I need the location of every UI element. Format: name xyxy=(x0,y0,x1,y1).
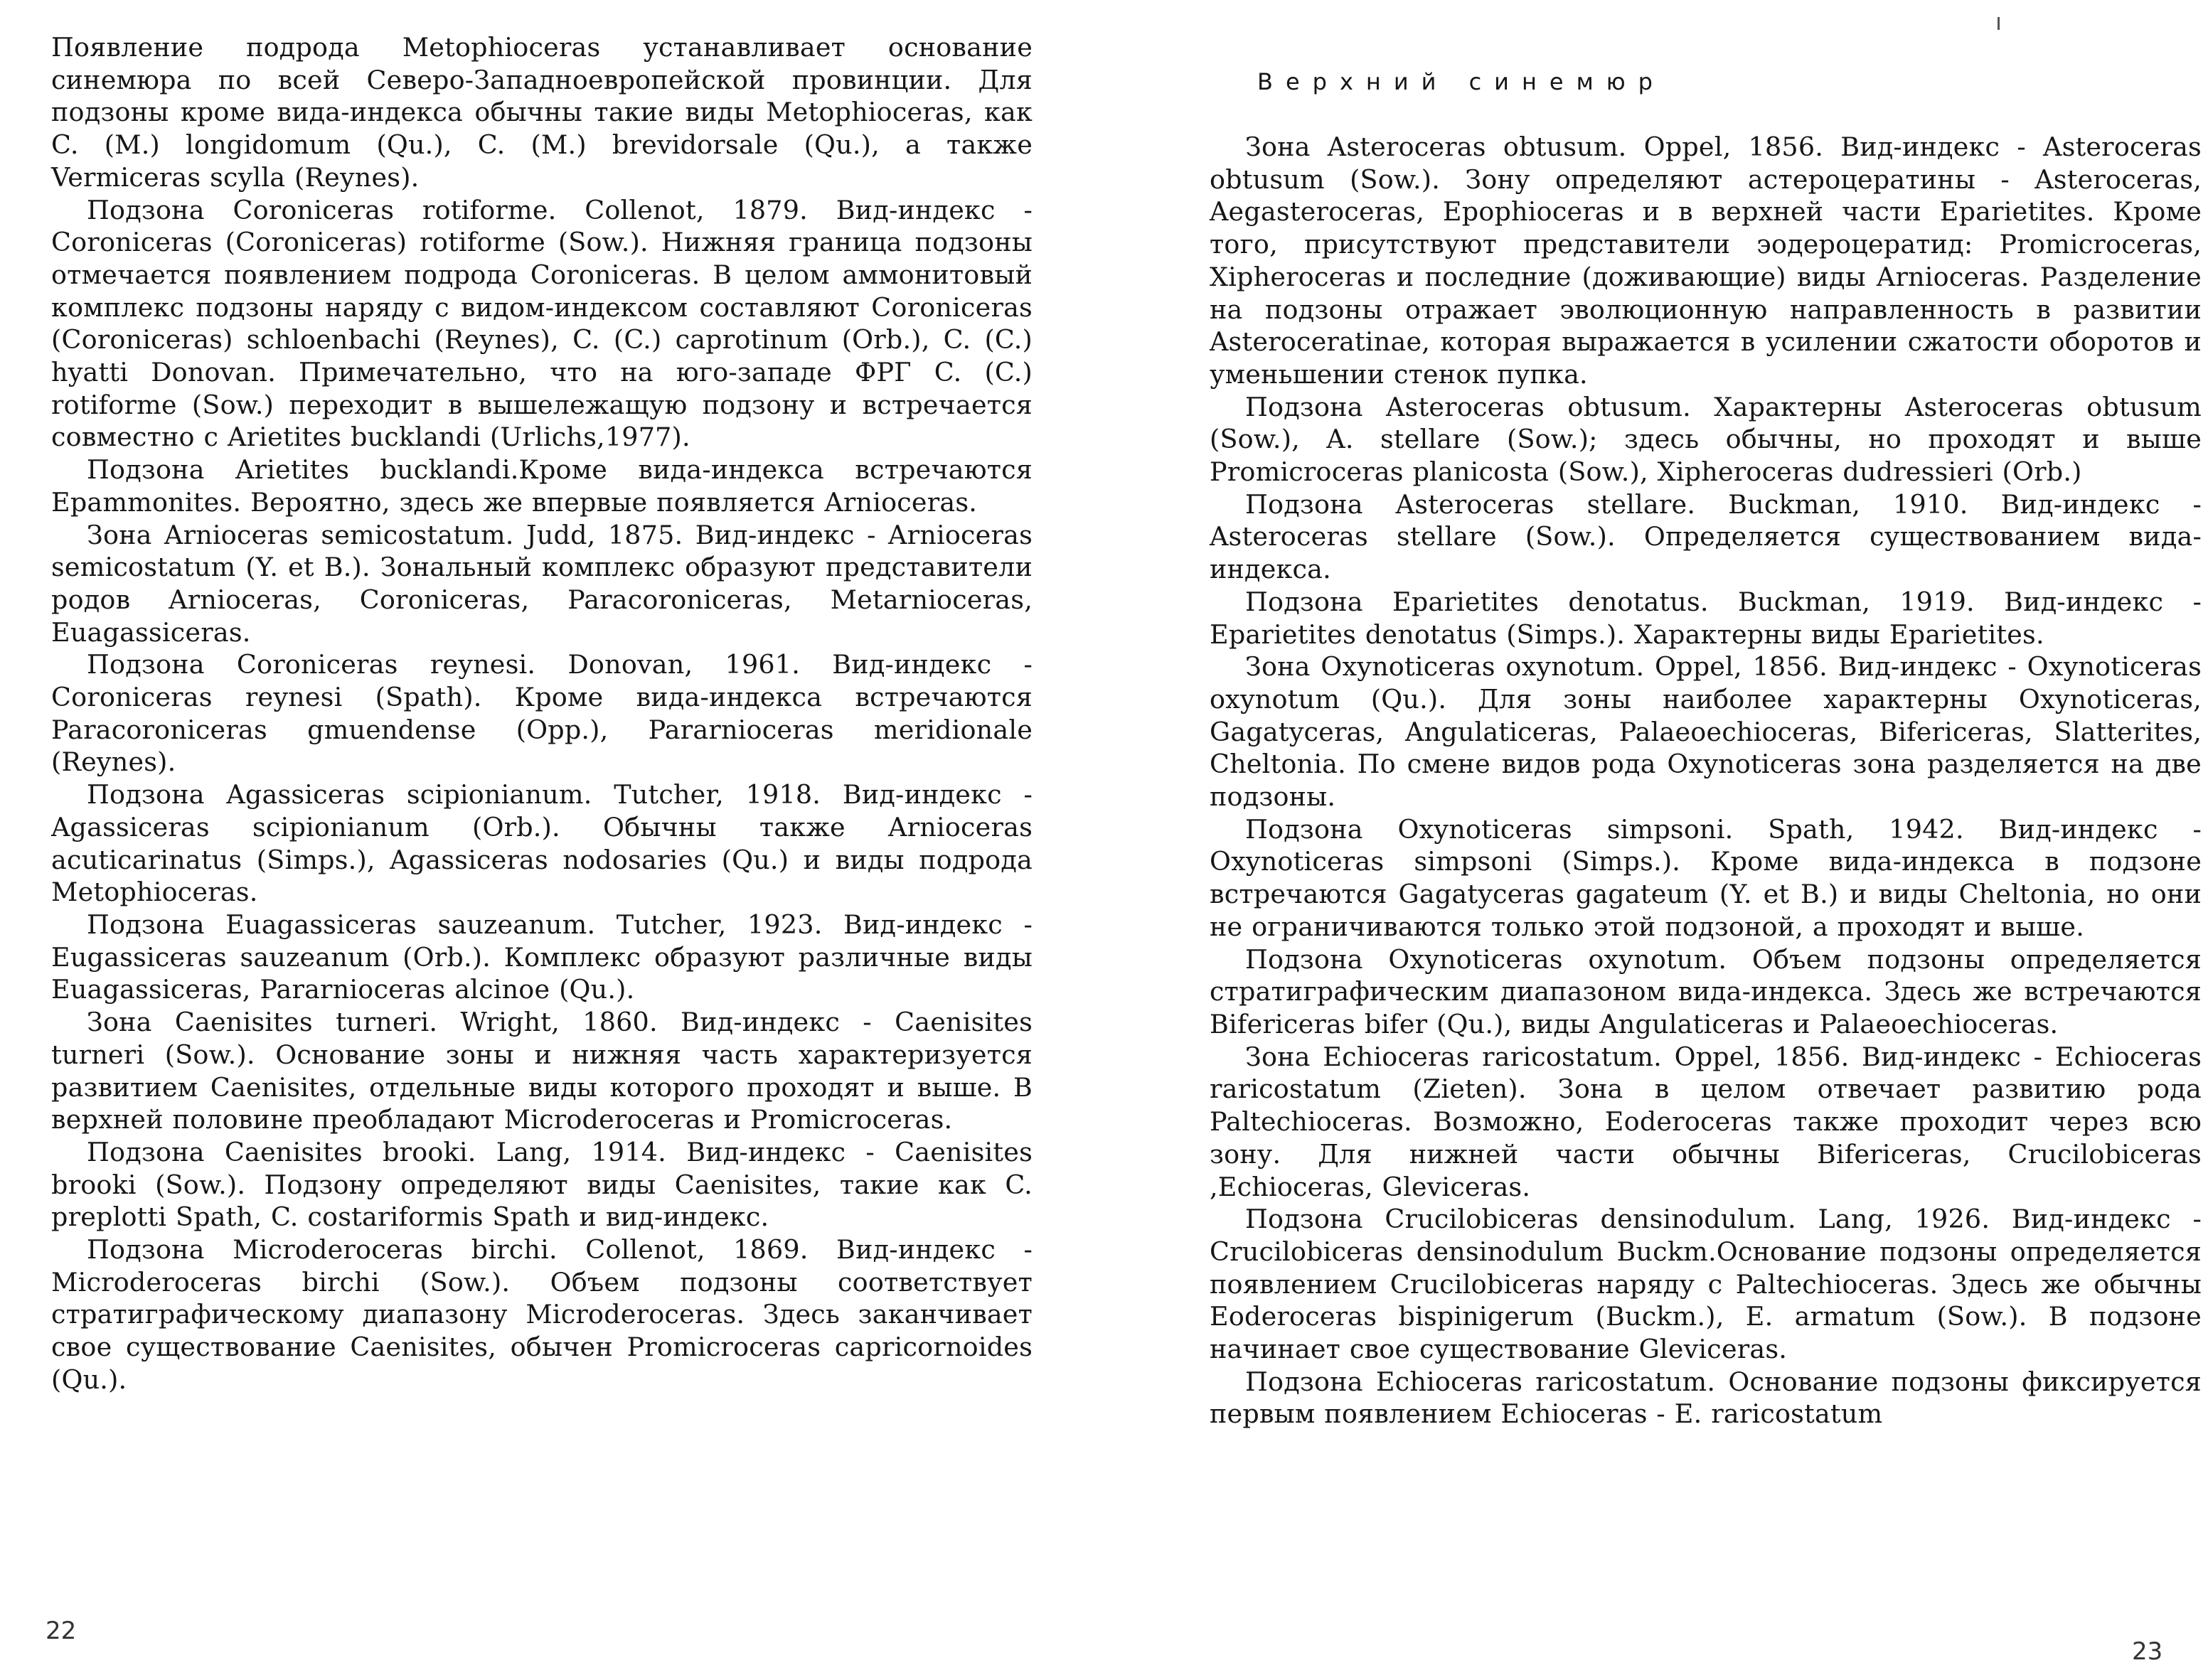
paragraph: Подзона Agassiceras scipionianum. Tutcher, 1918. Вид-индекс - Agassiceras scipionianum (Orb.). Обычны также Arnioceras acuticarinatus (Simps.), Agassiceras nodosaries (Qu.) и виды подрода Metophioceras. xyxy=(51,779,1033,908)
page-number: 22 xyxy=(46,1617,77,1645)
paragraph: Подзона Arietites bucklandi.Кроме вида-индекса встречаются Epammonites. Вероятно, здесь же впервые появляется Arnioceras. xyxy=(51,454,1033,518)
paragraph: Зона Echioceras raricostatum. Oppel, 1856. Вид-индекс - Echioceras raricostatum (Zieten). Зона в целом отвечает развитию рода Paltechioceras. Возможно, Eoderoceras также проходит через всю зону. Для нижней части обычны Bifericeras, Crucilobiceras ,Echioceras, Gleviceras. xyxy=(1210,1041,2202,1202)
paragraph: Подзона Caenisites brooki. Lang, 1914. Вид-индекс - Caenisites brooki (Sow.). Подзону определяют виды Caenisites, такие как C. preplotti Spath, C. costariformis Spath и вид-индекс. xyxy=(51,1136,1033,1233)
paragraph: Подзона Euagassiceras sauzeanum. Tutcher, 1923. Вид-индекс - Eugassiceras sauzeanum (Orb.). Комплекс образуют различные виды Euagassiceras, Pararnioceras alcinoe (Qu.). xyxy=(51,909,1033,1005)
paragraph: Подзона Oxynoticeras oxynotum. Объем подзоны определяется стратиграфическим диапазоном вида-индекса. Здесь же встречаются Bifericeras bifer (Qu.), виды Angulaticeras и Palaeoechioceras. xyxy=(1210,943,2202,1039)
paragraph: Подзона Coroniceras reynesi. Donovan, 1961. Вид-индекс - Coroniceras reynesi (Spath). Кроме вида-индекса встречаются Paracoroniceras gmuendense (Opp.), Pararnioceras meridionale (Reynes). xyxy=(51,649,1033,778)
paragraph: Зона Caenisites turneri. Wright, 1860. Вид-индекс - Caenisites turneri (Sow.). Основание зоны и нижняя часть характеризуется развитием Caenisites, отдельные виды которого проходят и выше. В верхней половине преобладают Microderoceras и Promicroceras. xyxy=(51,1007,1033,1135)
section-heading: Верхний синемюр xyxy=(1257,68,1665,95)
paragraph: Появление подрода Metophioceras устанавливает основание синемюра по всей Северо-Западноевропейской провинции. Для подзоны кроме вида-индекса обычны такие виды Metophioceras, как C. (M.) longidomum (Qu.), C. (M.) brevidorsale (Qu.), а также Vermiceras scylla (Reynes). xyxy=(51,32,1033,193)
paragraph: Подзона Coroniceras rotiforme. Collenot, 1879. Вид-индекс - Coroniceras (Coroniceras) rotiforme (Sow.). Нижняя граница подзоны отмечается появлением подрода Coroniceras. В целом аммонитовый комплекс подзоны наряду с видом-индексом составляют Coroniceras (Coroniceras) schloenbachi (Reynes), C. (C.) caprotinum (Orb.), C. (C.) hyatti Donovan. Примечательно, что на юго-западе ФРГ C. (C.) rotiforme (Sow.) переходит в вышележащую подзону и встречается совместно с Arietites bucklandi (Urlichs,1977). xyxy=(51,194,1033,453)
paragraph: Подзона Eparietites denotatus. Buckman, 1919. Вид-индекс - Eparietites denotatus (Simps.). Характерны виды Eparietites. xyxy=(1210,586,2202,650)
paragraph: Подзона Crucilobiceras densinodulum. Lang, 1926. Вид-индекс - Crucilobiceras densinodulum Buckm.Основание подзоны определяется появлением Crucilobiceras наряду с Paltechioceras. Здесь же обычны Eoderoceras bispinigerum (Buckm.), E. armatum (Sow.). В подзоне начинает свое существование Gleviceras. xyxy=(1210,1204,2202,1365)
left-page-text xyxy=(51,31,1033,1396)
paragraph: Зона Asteroceras obtusum. Oppel, 1856. Вид-индекс - Asteroceras obtusum (Sow.). Зону определяют астероцератины - Asteroceras, Aegasteroceras, Epophioceras и в верхней части Eparietites. Кроме того, присутствуют представители эодероцератид: Promicroceras, Xipheroceras и последние (доживающие) виды Arnioceras. Разделение на подзоны отражает эволюционную направленность в развитии Asteroceratinae, которая выражается в усилении сжатости оборотов и уменьшении стенок пупка. xyxy=(1210,132,2202,390)
paragraph: Зона Arnioceras semicostatum. Judd, 1875. Вид-индекс - Arnioceras semicostatum (Y. et B.). Зональный комплекс образуют представители родов Arnioceras, Coroniceras, Paracoroniceras, Metarnioceras, Euagassiceras. xyxy=(51,519,1033,648)
page-number: 23 xyxy=(2132,1637,2163,1666)
paragraph: Подзона Asteroceras obtusum. Характерны Asteroceras obtusum (Sow.), A. stellare (Sow.); здесь обычны, но проходят и выше Promicroceras planicosta (Sow.), Xipheroceras dudressieri (Orb.) xyxy=(1210,391,2202,488)
right-page-text xyxy=(1210,131,2202,1430)
paragraph: Подзона Echioceras raricostatum. Основание подзоны фиксируется первым появлением Echioceras - E. raricostatum xyxy=(1210,1366,2202,1430)
paragraph: Подзона Microderoceras birchi. Collenot, 1869. Вид-индекс - Microderoceras birchi (Sow.). Объем подзоны соответствует стратиграфическому диапазону Microderoceras. Здесь заканчивает свое существование Caenisites, обычен Promicroceras capricornoides (Qu.). xyxy=(51,1234,1033,1395)
paragraph: Зона Oxynoticeras oxynotum. Oppel, 1856. Вид-индекс - Oxynoticeras oxynotum (Qu.). Для зоны наиболее характерны Oxynoticeras, Gagatyceras, Angulaticeras, Palaeoechioceras, Bifericeras, Slatterites, Cheltonia. По смене видов рода Oxynoticeras зона разделяется на две подзоны. xyxy=(1210,651,2202,813)
right-page xyxy=(1104,0,2208,1680)
paragraph: Подзона Oxynoticeras simpsoni. Spath, 1942. Вид-индекс - Oxynoticeras simpsoni (Simps.). Кроме вида-индекса в подзоне встречаются Gagatyceras gagateum (Y. et B.) и виды Cheltonia, но они не ограничиваются только этой подзоной, а проходят и выше. xyxy=(1210,813,2202,942)
paragraph: Подзона Asteroceras stellare. Buckman, 1910. Вид-индекс - Asteroceras stellare (Sow.). Определяется существованием вида-индекса. xyxy=(1210,488,2202,585)
